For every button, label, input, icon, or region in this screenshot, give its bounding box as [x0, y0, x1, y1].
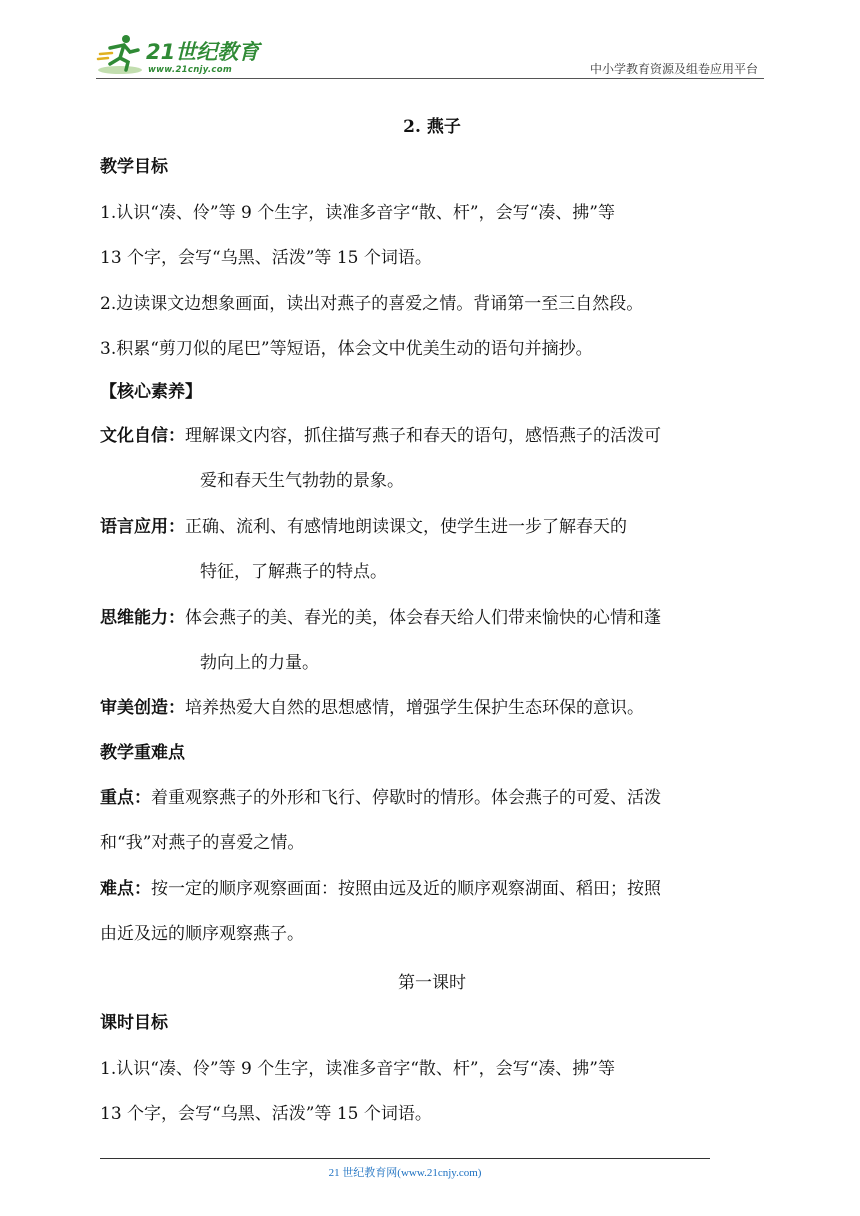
goal-1-line-1: 1.认识“凑、伶”等 9 个生字，读准多音字“散、杆”，会写“凑、拂”等: [100, 203, 615, 223]
document-title: 2. 燕子: [403, 117, 461, 137]
goal-2: 2.边读课文边想象画面，读出对燕子的喜爱之情。背诵第一至三自然段。: [100, 294, 644, 314]
header-platform-text: 中小学教育资源及组卷应用平台: [589, 62, 758, 76]
core-item-label: 语言应用：: [100, 517, 185, 537]
core-item-text: 培养热爱大自然的思想感情，增强学生保护生态环保的意识。: [185, 698, 644, 718]
core-item-language-line-2: 特征，了解燕子的特点。: [200, 562, 387, 582]
logo: [96, 32, 266, 78]
difficult-point: [100, 879, 661, 899]
header-divider: [96, 78, 764, 79]
lesson-title: 第一课时: [398, 973, 466, 993]
lesson-goal-1-line-1: 1.认识“凑、伶”等 9 个生字，读准多音字“散、杆”，会写“凑、拂”等: [100, 1059, 615, 1079]
footer-link[interactable]: 21 世纪教育网(www.21cnjy.com): [328, 1167, 482, 1179]
runner-logo-icon: [96, 32, 144, 76]
page-header: [96, 30, 764, 80]
core-item-text: 正确、流利、有感情地朗读课文，使学生进一步了解春天的: [185, 517, 627, 537]
key-point-text: 着重观察燕子的外形和飞行、停歇时的情形。体会燕子的可爱、活泼: [151, 788, 661, 808]
difficult-point-text: 按一定的顺序观察画面：按照由远及近的顺序观察湖面、稻田；按照: [151, 879, 661, 899]
core-item-aesthetic: [100, 698, 644, 718]
core-item-text: 理解课文内容，抓住描写燕子和春天的语句，感悟燕子的活泼可: [185, 426, 661, 446]
core-item-label: 审美创造：: [100, 698, 185, 718]
lesson-goal-1-line-2: 13 个字，会写“乌黑、活泼”等 15 个词语。: [100, 1104, 432, 1124]
difficult-point-label: 难点：: [100, 879, 151, 899]
core-item-culture: [100, 426, 661, 446]
logo-text: 21世纪教育: [146, 40, 260, 64]
core-item-text: 体会燕子的美、春光的美，体会春天给人们带来愉快的心情和蓬: [185, 608, 661, 628]
goal-1-line-2: 13 个字，会写“乌黑、活泼”等 15 个词语。: [100, 248, 432, 268]
core-item-label: 文化自信：: [100, 426, 185, 446]
core-item-culture-line-2: 爱和春天生气勃勃的景象。: [200, 471, 404, 491]
footer-divider: [100, 1158, 710, 1159]
key-point-line-2: 和“我”对燕子的喜爱之情。: [100, 833, 305, 853]
core-item-thinking: [100, 608, 661, 628]
core-item-language: [100, 517, 627, 537]
key-difficult-heading: 教学重难点: [100, 743, 185, 763]
difficult-point-line-2: 由近及远的顺序观察燕子。: [100, 924, 304, 944]
core-item-thinking-line-2: 勃向上的力量。: [200, 653, 319, 673]
teaching-goals-heading: 教学目标: [100, 157, 168, 177]
logo-url: www.21cnjy.com: [148, 65, 232, 75]
key-point: [100, 788, 661, 808]
core-item-label: 思维能力：: [100, 608, 185, 628]
lesson-goals-heading: 课时目标: [100, 1013, 168, 1033]
core-literacy-heading: 【核心素养】: [100, 382, 202, 402]
key-point-label: 重点：: [100, 788, 151, 808]
goal-3: 3.积累“剪刀似的尾巴”等短语，体会文中优美生动的语句并摘抄。: [100, 339, 593, 359]
